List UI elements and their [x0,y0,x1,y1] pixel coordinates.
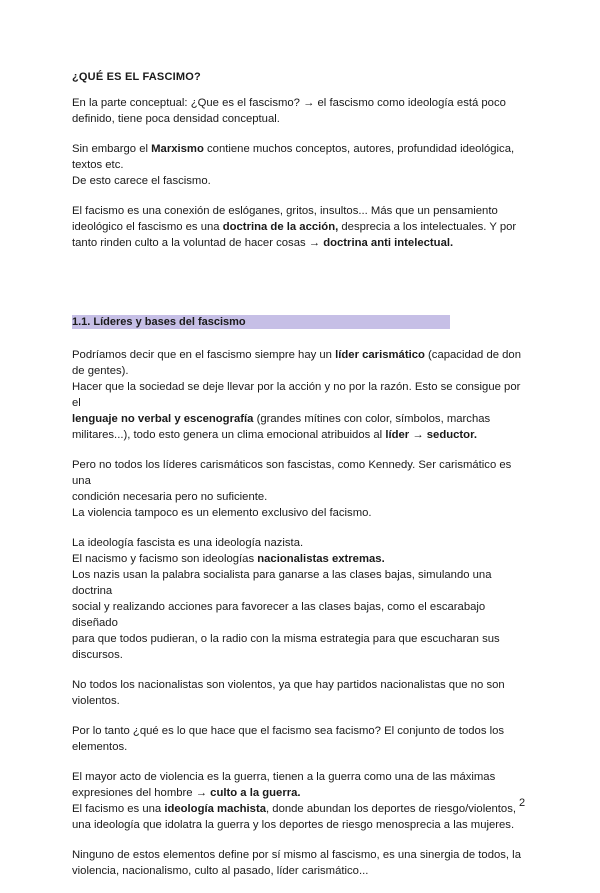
paragraph [72,95,532,127]
text-line [72,817,532,833]
text-run: ideológico el fascismo es una [72,221,223,233]
bold-text: doctrina anti intelectual. [323,237,454,249]
text-run: , donde abundan los deportes de riesgo/violentos, [266,803,516,815]
text-run: (grandes mítines con color, símbolos, marchas [253,413,491,425]
text-line [72,769,532,785]
text-run: desprecia a los intelectuales. Y por [338,221,517,233]
bold-text: líder → seductor. [385,429,477,441]
text-line [72,219,532,235]
bold-text: Marxismo [151,143,204,155]
text-run: La ideología fascista es una ideología nazista. [72,537,304,549]
text-run: una ideología que idolatra la guerra y los deportes de riesgo menosprecia a las mujeres. [72,819,515,831]
text-line [72,379,532,411]
paragraph [72,141,532,189]
text-line [72,141,532,157]
text-run: tanto rinden culto a la voluntad de hacer cosas → [72,237,324,249]
text-run: militares...), todo esto genera un clima emocional atribuidos al [72,429,386,441]
bold-text: doctrina de la acción, [222,221,339,233]
text-line [72,801,532,817]
paragraph [72,535,532,663]
text-line [72,535,532,551]
paragraph [72,203,532,251]
text-run: expresiones del hombre → [72,787,211,799]
text-run: Sin embargo el [72,143,152,155]
text-line [72,551,532,567]
paragraph [72,677,532,709]
bold-text: culto a la guerra. [210,787,301,799]
text-line [72,647,532,663]
bold-text: nacionalistas extremas. [257,553,385,565]
text-line [72,785,532,801]
text-run: textos etc. [72,159,124,171]
text-run: Los nazis usan la palabra socialista para ganarse a las clases bajas, simulando una doctrina [72,569,492,597]
text-line [72,693,532,709]
text-run: Pero no todos los líderes carismáticos son fascistas, como Kennedy. Ser carismático es una [72,459,512,487]
text-run: social y realizando acciones para favorecer a las clases bajas, como el escarabajo diseñado [72,601,486,629]
text-run: definido, tiene poca densidad conceptual. [72,113,280,125]
text-line [72,157,532,173]
text-run: violencia, nacionalismo, culto al pasado, líder carismático... [72,865,369,877]
text-line [72,863,532,879]
text-line [72,95,532,111]
text-run: Podríamos decir que en el fascismo siempre hay un [72,349,336,361]
text-line [72,567,532,599]
page-title: ¿QUÉ ES EL FASCIMO? [72,71,201,83]
text-line [72,631,532,647]
page-content [72,71,532,893]
text-run: de gentes). [72,365,129,377]
intro-section [72,95,532,251]
text-run: para que todos pudieran, o la radio con la misma estrategia para que escucharan sus [72,633,500,645]
text-line [72,411,532,427]
text-line [72,599,532,631]
text-line [72,363,532,379]
paragraph [72,847,532,879]
page-number: 2 [519,797,526,809]
paragraph [72,723,532,755]
text-run: La violencia tampoco es un elemento exclusivo del facismo. [72,507,372,519]
text-run: No todos los nacionalistas son violentos, ya que hay partidos nacionalistas que no son [72,679,505,691]
section-body [72,347,532,879]
text-line [72,427,532,443]
text-line [72,739,532,755]
text-run: contiene muchos conceptos, autores, profundidad ideológica, [203,143,515,155]
text-line [72,723,532,739]
text-run: violentos. [72,695,120,707]
paragraph [72,769,532,833]
text-line [72,847,532,863]
text-run: elementos. [72,741,128,753]
text-run: El nacismo y facismo son ideologías [72,553,258,565]
text-line [72,235,532,251]
text-line [72,505,532,521]
text-line [72,203,532,219]
text-run: Hacer que la sociedad se deje llevar por la acción y no por la razón. Esto se consigue por el [72,381,521,409]
blank-space [72,265,532,315]
text-run: discursos. [72,649,123,661]
bold-text: ideología machista [164,803,267,815]
text-run: El facismo es una conexión de eslóganes, gritos, insultos... Más que un pensamiento [72,205,498,217]
text-line [72,347,532,363]
text-line [72,457,532,489]
text-line [72,489,532,505]
text-run: En la parte conceptual: ¿Que es el fascismo? → el fascismo como ideología está poco [72,97,506,109]
text-run: (capacidad de don [424,349,522,361]
bold-text: líder carismático [335,349,425,361]
text-run: De esto carece el fascismo. [72,175,211,187]
text-run: El facismo es una [72,803,165,815]
text-run: El mayor acto de violencia es la guerra, tienen a la guerra como una de las máximas [72,771,496,783]
text-line [72,111,532,127]
text-run: condición necesaria pero no suficiente. [72,491,268,503]
section-heading: 1.1. Líderes y bases del fascismo [72,315,450,329]
paragraph [72,457,532,521]
text-run: Por lo tanto ¿qué es lo que hace que el facismo sea facismo? El conjunto de todos los [72,725,505,737]
text-line [72,677,532,693]
paragraph [72,347,532,443]
text-line [72,173,532,189]
bold-text: lenguaje no verbal y escenografía [72,413,254,425]
text-run: Ninguno de estos elementos define por sí mismo al fascismo, es una sinergia de todos, la [72,849,521,861]
